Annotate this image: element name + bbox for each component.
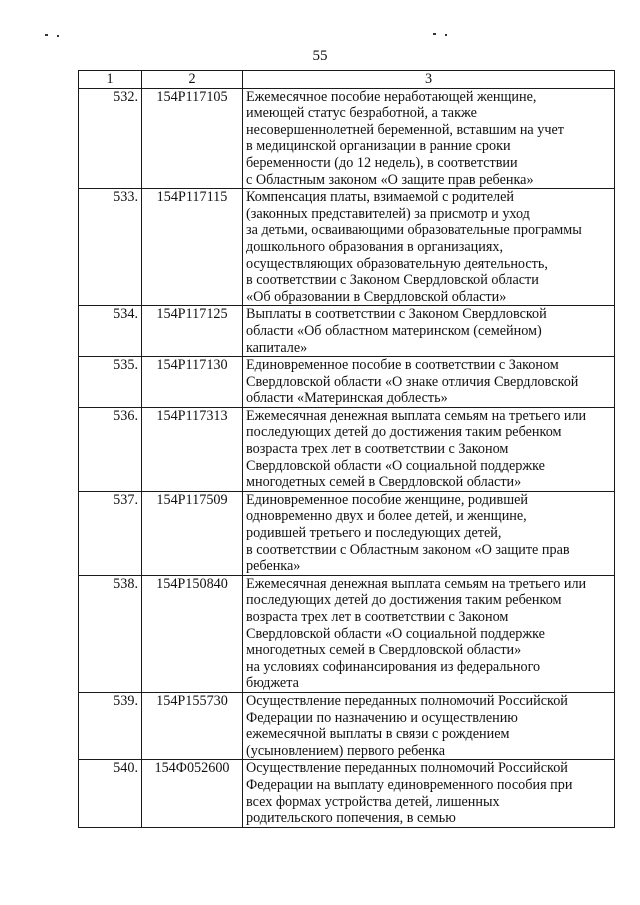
row-number: 535. bbox=[79, 357, 142, 408]
row-number: 537. bbox=[79, 491, 142, 575]
row-description: Ежемесячная денежная выплата семьям на третьего или последующих детей до достижения таким ребенком возраста трех лет в соответствии с Законом Свердловской области «О социальной поддержке многодетных семей в Свердловской области» bbox=[243, 407, 615, 491]
column-header: 3 bbox=[243, 71, 615, 89]
row-description: Единовременное пособие в соответствии с Законом Свердловской области «О знаке отличия Свердловской области «Материнская доблесть» bbox=[243, 357, 615, 408]
scan-speck bbox=[57, 35, 59, 37]
row-number: 539. bbox=[79, 692, 142, 759]
row-code: 154P117509 bbox=[142, 491, 243, 575]
page-number: 55 bbox=[312, 48, 328, 64]
row-description: Единовременное пособие женщине, родившей одновременно двух и более детей, и женщине, родившей третьего и последующих детей, в соответствии с Областным законом «О защите прав ребенка» bbox=[243, 491, 615, 575]
column-header: 1 bbox=[79, 71, 142, 89]
row-number: 536. bbox=[79, 407, 142, 491]
table-row bbox=[79, 491, 615, 575]
row-number: 534. bbox=[79, 306, 142, 357]
column-header: 2 bbox=[142, 71, 243, 89]
document-table bbox=[78, 70, 615, 828]
table-row bbox=[79, 306, 615, 357]
row-code: 154P150840 bbox=[142, 575, 243, 692]
scan-speck bbox=[445, 34, 447, 36]
row-description: Компенсация платы, взимаемой с родителей (законных представителей) за присмотр и уход за детьми, осваивающими образовательные программы дошкольного образования в организациях, осуществляющих образовательную деятельность, в соответствии с Законом Свердловской области «Об образовании в Свердловской области» bbox=[243, 189, 615, 306]
table-row bbox=[79, 760, 615, 827]
row-description: Ежемесячная денежная выплата семьям на третьего или последующих детей до достижения таким ребенком возраста трех лет в соответствии с Законом Свердловской области «О социальной поддержке многодетных семей в Свердловской области» на условиях софинансирования из федерального бюджета bbox=[243, 575, 615, 692]
table-header-row bbox=[79, 71, 615, 89]
scan-speck bbox=[45, 34, 48, 36]
row-number: 532. bbox=[79, 88, 142, 189]
row-description: Осуществление переданных полномочий Российской Федерации по назначению и осуществлению ежемесячной выплаты в связи с рождением (усыновлением) первого ребенка bbox=[243, 692, 615, 759]
row-code: 154Ф052600 bbox=[142, 760, 243, 827]
row-description: Осуществление переданных полномочий Российской Федерации на выплату единовременного пособия при всех формах устройства детей, лишенных родительского попечения, в семью bbox=[243, 760, 615, 827]
row-number: 538. bbox=[79, 575, 142, 692]
table-row bbox=[79, 88, 615, 189]
row-code: 154P155730 bbox=[142, 692, 243, 759]
row-code: 154P117130 bbox=[142, 357, 243, 408]
row-code: 154P117313 bbox=[142, 407, 243, 491]
table-row bbox=[79, 692, 615, 759]
row-description: Ежемесячное пособие неработающей женщине, имеющей статус безработной, а также несовершеннолетней беременной, вставшим на учет в медицинской организации в ранние сроки беременности (до 12 недель), в соответствии с Областным законом «О защите прав ребенка» bbox=[243, 88, 615, 189]
scan-speck bbox=[433, 33, 436, 35]
row-code: 154P117115 bbox=[142, 189, 243, 306]
row-code: 154P117105 bbox=[142, 88, 243, 189]
row-code: 154P117125 bbox=[142, 306, 243, 357]
table-row bbox=[79, 357, 615, 408]
table-row bbox=[79, 189, 615, 306]
row-number: 540. bbox=[79, 760, 142, 827]
table-row bbox=[79, 575, 615, 692]
row-description: Выплаты в соответствии с Законом Свердловской области «Об областном материнском (семейном) капитале» bbox=[243, 306, 615, 357]
table-row bbox=[79, 407, 615, 491]
row-number: 533. bbox=[79, 189, 142, 306]
